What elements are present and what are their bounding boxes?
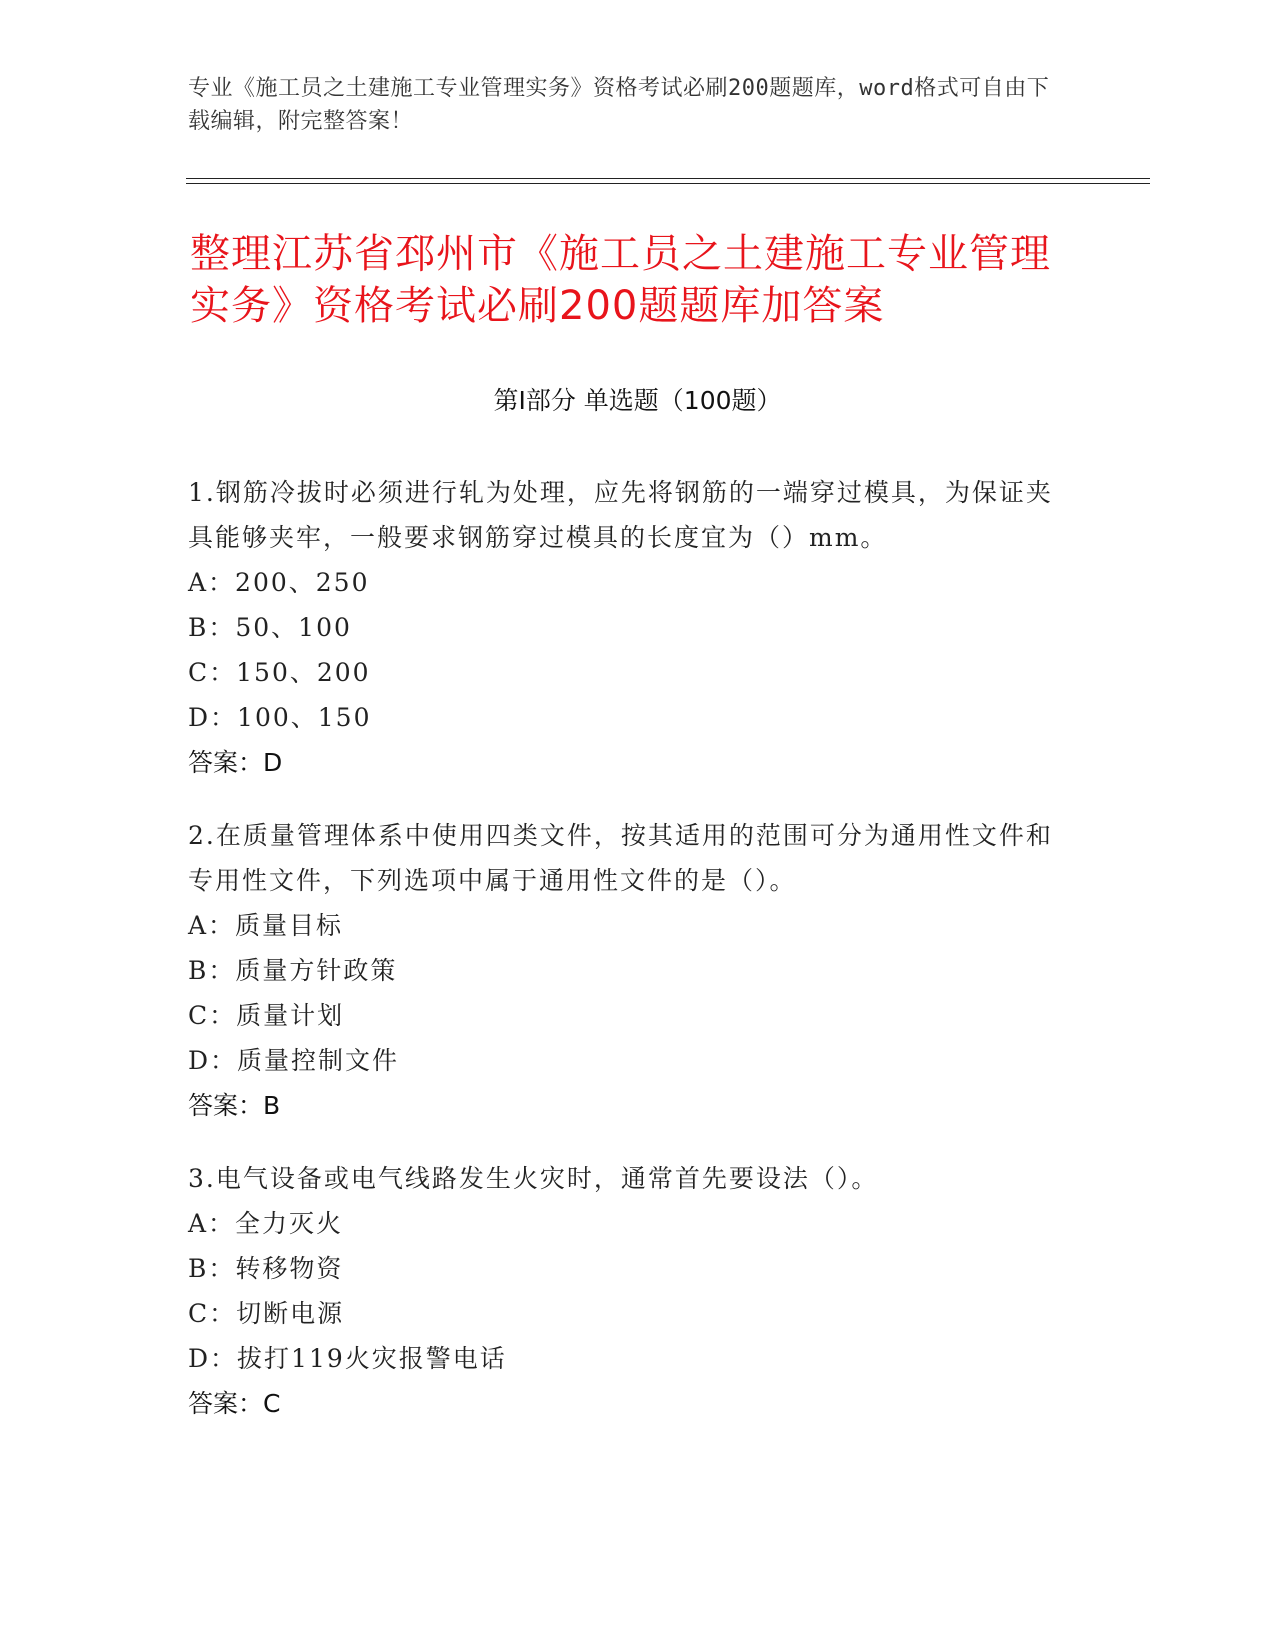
answer-line: 答案：C bbox=[188, 1389, 281, 1418]
question-stem: 2.在质量管理体系中使用四类文件，按其适用的范围可分为通用性文件和专用性文件，下列选项中属于通用性文件的是（）。 bbox=[188, 821, 1053, 895]
section-title: 第Ⅰ部分 单选题（100题） bbox=[493, 386, 782, 415]
option-b: B：50、100 bbox=[188, 613, 352, 642]
answer-line: 答案：B bbox=[188, 1091, 281, 1120]
answer-line: 答案：D bbox=[188, 748, 283, 777]
option-d: D：拔打119火灾报警电话 bbox=[188, 1344, 507, 1373]
option-b: B：质量方针政策 bbox=[188, 956, 398, 985]
option-c: C：150、200 bbox=[188, 658, 371, 687]
option-d: D：100、150 bbox=[188, 703, 372, 732]
question-stem: 3.电气设备或电气线路发生火灾时，通常首先要设法（）。 bbox=[188, 1164, 879, 1193]
option-a: A：全力灭火 bbox=[188, 1209, 344, 1238]
option-a: A：200、250 bbox=[188, 568, 370, 597]
option-d: D：质量控制文件 bbox=[188, 1046, 400, 1075]
question-2 bbox=[188, 813, 1068, 1128]
header-divider-top bbox=[186, 178, 1150, 179]
option-a: A：质量目标 bbox=[188, 911, 344, 940]
option-c: C：质量计划 bbox=[188, 1001, 345, 1030]
question-3 bbox=[188, 1156, 1068, 1426]
header-divider-bottom bbox=[186, 183, 1150, 184]
option-b: B：转移物资 bbox=[188, 1254, 344, 1283]
question-1 bbox=[188, 470, 1068, 785]
question-list bbox=[188, 470, 1068, 1454]
header-note: 专业《施工员之土建施工专业管理实务》资格考试必刷200题题库，word格式可自由下载编辑，附完整答案！ bbox=[188, 76, 1050, 134]
question-stem: 1.钢筋冷拔时必须进行轧为处理，应先将钢筋的一端穿过模具，为保证夹具能够夹牢，一般要求钢筋穿过模具的长度宜为（）mm。 bbox=[188, 478, 1053, 552]
document-title: 整理江苏省邳州市《施工员之土建施工专业管理实务》资格考试必刷200题题库加答案 bbox=[190, 231, 1051, 329]
option-c: C：切断电源 bbox=[188, 1299, 345, 1328]
